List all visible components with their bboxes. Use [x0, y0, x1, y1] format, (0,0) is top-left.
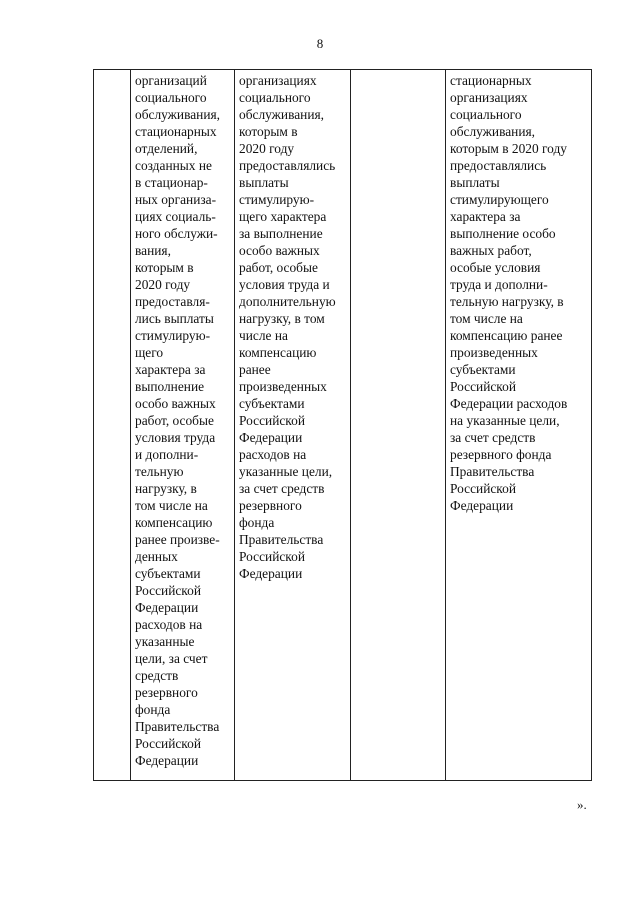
cell-text-line: особо важных	[135, 396, 216, 411]
cell-text-line: субъектами	[450, 362, 516, 377]
cell-text-line: Федерации	[239, 566, 303, 581]
cell-text-line: характера за	[450, 209, 521, 224]
cell-text-line: произведенных	[239, 379, 327, 394]
cell-text-line: Правительства	[450, 464, 535, 479]
cell-text-line: Правительства	[135, 719, 220, 734]
cell-text-line: указанные цели,	[239, 464, 333, 479]
cell-text-line: Федерации	[135, 753, 199, 768]
cell-text-line: том числе на	[450, 311, 523, 326]
cell-text-line: произведенных	[450, 345, 538, 360]
cell-text-line: условия труда и	[239, 277, 330, 292]
cell-text-line: Российской	[239, 413, 305, 428]
cell-text-line: которым в	[239, 124, 298, 139]
cell-text-line: организациях	[450, 90, 528, 105]
cell-text-line: которым в	[135, 260, 194, 275]
cell-text-line: стимулирующего	[450, 192, 549, 207]
cell-text-line: предоставлялись	[450, 158, 547, 173]
cell-text-line: предоставля-	[135, 294, 210, 309]
closing-quote-mark: ».	[577, 797, 587, 812]
cell-text-line: созданных не	[135, 158, 212, 173]
cell-text-line: на указанные цели,	[450, 413, 560, 428]
cell-text-line: щего	[135, 345, 164, 360]
cell-text-line: стационарных	[135, 124, 217, 139]
cell-text-line: Российской	[239, 549, 305, 564]
cell-text-line: социального	[450, 107, 522, 122]
table-row	[94, 70, 592, 781]
cell-text-line: ранее	[239, 362, 271, 377]
cell-text-line: организаций	[135, 73, 207, 88]
cell-text-line: обслуживания,	[239, 107, 324, 122]
cell-text-line: средств	[135, 668, 179, 683]
table-cell-col1	[94, 70, 131, 781]
table-cell-col2	[131, 70, 235, 781]
cell-text-line: Российской	[450, 481, 516, 496]
cell-text-line: Российской	[135, 736, 201, 751]
cell-text-line: за счет средств	[239, 481, 325, 496]
cell-text-line: за выполнение	[239, 226, 323, 241]
cell-text-line: 2020 году	[135, 277, 191, 292]
cell-text-line: Российской	[450, 379, 516, 394]
cell-text-line: числе на	[239, 328, 288, 343]
cell-text-line: щего характера	[239, 209, 327, 224]
cell-text-line: стационарных	[450, 73, 532, 88]
table-cell-col4	[351, 70, 446, 781]
cell-text-line: тельную нагрузку, в	[450, 294, 564, 309]
cell-text-line: резервного	[135, 685, 198, 700]
cell-text-line: дополнительную	[239, 294, 336, 309]
cell-text-line: социального	[239, 90, 311, 105]
cell-text-line: нагрузку, в	[135, 481, 197, 496]
page-number: 8	[316, 36, 324, 51]
cell-text-line: выполнение	[135, 379, 205, 394]
cell-text-line: том числе на	[135, 498, 208, 513]
cell-text-line: циях социаль-	[135, 209, 216, 224]
cell-text-line: субъектами	[135, 566, 201, 581]
cell-text-line: организациях	[239, 73, 317, 88]
document-table	[93, 69, 592, 781]
cell-text-line: выполнение особо	[450, 226, 556, 241]
cell-text-line: лись выплаты	[135, 311, 214, 326]
cell-text-line: в стационар-	[135, 175, 208, 190]
cell-text-line: указанные	[135, 634, 195, 649]
cell-text-line: Федерации	[450, 498, 514, 513]
cell-text-line: труда и дополни-	[450, 277, 548, 292]
cell-text-line: вания,	[135, 243, 171, 258]
cell-text-line: выплаты	[450, 175, 500, 190]
cell-text-line: условия труда	[135, 430, 216, 445]
cell-text-line: тельную	[135, 464, 184, 479]
cell-text-line: работ, особые	[135, 413, 214, 428]
cell-text-line: цели, за счет	[135, 651, 208, 666]
cell-text-line: характера за	[135, 362, 206, 377]
cell-text-line: работ, особые	[239, 260, 318, 275]
cell-text-line: ного обслужи-	[135, 226, 218, 241]
cell-text-line: и дополни-	[135, 447, 199, 462]
cell-text-line: расходов на	[135, 617, 203, 632]
table-cell-col5	[446, 70, 592, 781]
table-cell-col3	[235, 70, 351, 781]
cell-text-line: резервного	[239, 498, 302, 513]
cell-text-line: компенсацию	[135, 515, 213, 530]
cell-text-line: субъектами	[239, 396, 305, 411]
cell-text-line: ранее произве-	[135, 532, 220, 547]
cell-text-line: стимулирую-	[239, 192, 315, 207]
cell-text-line: за счет средств	[450, 430, 536, 445]
cell-text-line: особо важных	[239, 243, 320, 258]
cell-text-line: фонда	[135, 702, 171, 717]
cell-text-line: компенсацию	[239, 345, 317, 360]
cell-text-line: Федерации расходов	[450, 396, 568, 411]
cell-text-line: которым в 2020 году	[450, 141, 568, 156]
cell-text-line: отделений,	[135, 141, 198, 156]
cell-text-line: денных	[135, 549, 178, 564]
cell-text-line: Федерации	[135, 600, 199, 615]
cell-text-line: особые условия	[450, 260, 541, 275]
cell-text-line: резервного фонда	[450, 447, 552, 462]
cell-text-line: 2020 году	[239, 141, 295, 156]
cell-text-line: Федерации	[239, 430, 303, 445]
cell-text-line: ных организа-	[135, 192, 217, 207]
cell-text-line: важных работ,	[450, 243, 532, 258]
cell-text-line: стимулирую-	[135, 328, 211, 343]
cell-text-line: обслуживания,	[135, 107, 220, 122]
cell-text-line: нагрузку, в том	[239, 311, 325, 326]
cell-text-line: расходов на	[239, 447, 307, 462]
cell-text-line: обслуживания,	[450, 124, 535, 139]
cell-text-line: Российской	[135, 583, 201, 598]
cell-text-line: Правительства	[239, 532, 324, 547]
cell-text-line: компенсацию ранее	[450, 328, 563, 343]
cell-text-line: социального	[135, 90, 207, 105]
cell-text-line: выплаты	[239, 175, 289, 190]
cell-text-line: фонда	[239, 515, 275, 530]
cell-text-line: предоставлялись	[239, 158, 336, 173]
